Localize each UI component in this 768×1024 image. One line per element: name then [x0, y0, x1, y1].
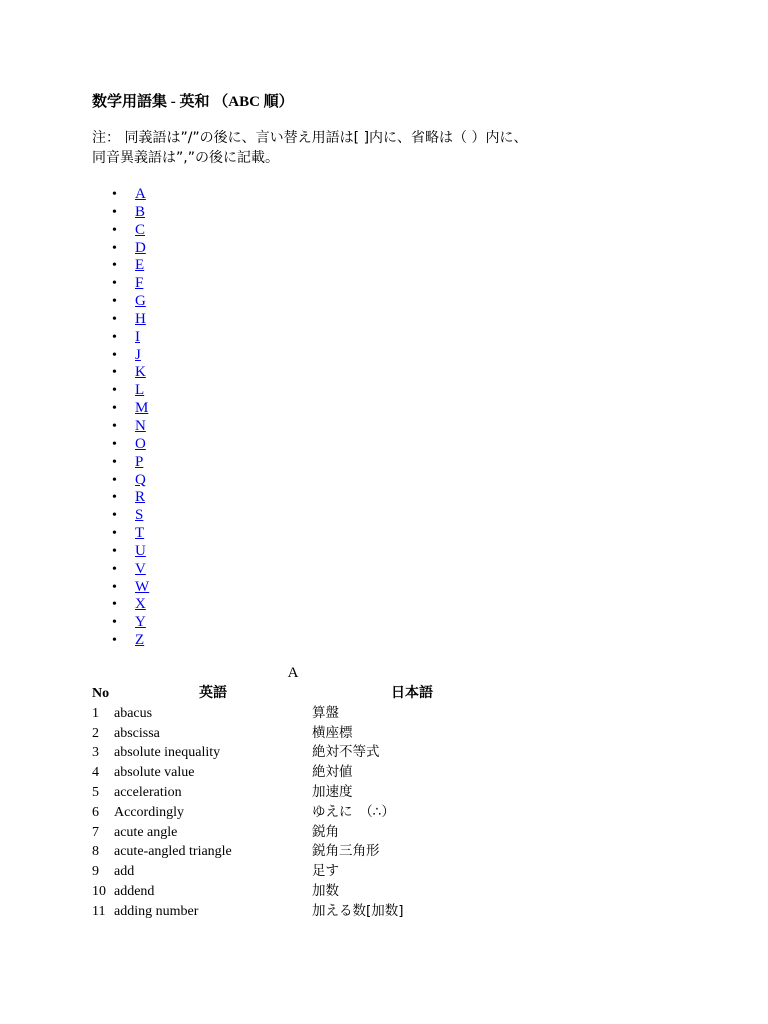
- alphabet-link-q[interactable]: Q: [135, 471, 146, 488]
- alphabet-index-item: [92, 579, 692, 597]
- document-page: [92, 92, 692, 922]
- table-row: [92, 724, 512, 744]
- term-english: addend: [114, 883, 155, 899]
- term-japanese: 加数: [312, 882, 339, 899]
- alphabet-index-item: [92, 525, 692, 543]
- term-number: 1: [92, 705, 99, 721]
- bullet-icon: •: [112, 187, 117, 202]
- bullet-icon: •: [112, 365, 117, 381]
- term-japanese: 算盤: [312, 704, 339, 721]
- bullet-icon: •: [112, 454, 117, 470]
- bullet-icon: •: [112, 543, 117, 559]
- alphabet-link-i[interactable]: I: [135, 328, 140, 345]
- alphabet-index-item: [92, 436, 692, 454]
- alphabet-index-item: [92, 632, 692, 650]
- table-row: [92, 842, 512, 862]
- note-paragraph: [92, 128, 692, 168]
- alphabet-index-item: [92, 507, 692, 525]
- term-japanese: 横座標: [312, 724, 353, 741]
- term-japanese: 絶対不等式: [312, 744, 380, 761]
- alphabet-index-item: [92, 222, 692, 240]
- alphabet-index-item: [92, 257, 692, 275]
- term-english: absolute inequality: [114, 745, 221, 761]
- table-row: [92, 823, 512, 843]
- term-english: adding number: [114, 903, 199, 919]
- term-english: abacus: [114, 705, 153, 721]
- alphabet-index-item: [92, 382, 692, 400]
- term-number: 2: [92, 725, 99, 741]
- alphabet-index-item: [92, 596, 692, 614]
- term-number: 4: [92, 765, 99, 781]
- alphabet-index-item: [92, 472, 692, 490]
- term-number: 11: [92, 903, 106, 919]
- alphabet-index-item: [92, 614, 692, 632]
- table-row: [92, 862, 512, 882]
- alphabet-link-g[interactable]: G: [135, 293, 146, 310]
- term-japanese: 加える数[加数]: [312, 902, 404, 919]
- alphabet-index-item: [92, 311, 692, 329]
- alphabet-link-x[interactable]: X: [135, 596, 146, 613]
- bullet-icon: •: [112, 561, 117, 577]
- table-row: [92, 803, 512, 823]
- bullet-icon: •: [112, 472, 117, 488]
- alphabet-index-item: [92, 293, 692, 311]
- alphabet-link-m[interactable]: M: [135, 400, 149, 417]
- term-number: 9: [92, 864, 99, 880]
- alphabet-link-f[interactable]: F: [135, 275, 144, 292]
- term-english: abscissa: [114, 725, 160, 741]
- term-japanese: 絶対値: [312, 764, 353, 781]
- alphabet-link-n[interactable]: N: [135, 417, 146, 434]
- alphabet-link-r[interactable]: R: [135, 489, 146, 506]
- bullet-icon: •: [112, 240, 117, 256]
- alphabet-index-list: [92, 186, 692, 650]
- alphabet-link-j[interactable]: J: [135, 346, 141, 363]
- alphabet-index-item: [92, 329, 692, 347]
- term-japanese: 鋭角: [312, 823, 339, 840]
- term-japanese: ゆえに （∴）: [312, 803, 395, 820]
- term-english: Accordingly: [114, 804, 184, 820]
- term-english: acute-angled triangle: [114, 844, 232, 860]
- note-line: 注： 同義語は”/”の後に、言い替え用語は[ ]内に、省略は（ ）内に、: [92, 130, 528, 146]
- alphabet-link-h[interactable]: H: [135, 310, 146, 327]
- alphabet-link-v[interactable]: V: [135, 560, 146, 577]
- bullet-icon: •: [112, 204, 117, 220]
- bullet-icon: •: [112, 294, 117, 310]
- alphabet-link-s[interactable]: S: [135, 507, 144, 524]
- term-english: acceleration: [114, 784, 182, 800]
- alphabet-link-d[interactable]: D: [135, 239, 146, 256]
- column-header-english: 英語: [199, 684, 227, 701]
- alphabet-link-a[interactable]: A: [135, 186, 146, 202]
- term-number: 5: [92, 784, 99, 800]
- column-header-no: No: [92, 685, 110, 701]
- bullet-icon: •: [112, 401, 117, 417]
- alphabet-link-u[interactable]: U: [135, 542, 146, 559]
- table-row: [92, 783, 512, 803]
- bullet-icon: •: [112, 347, 117, 363]
- term-english: add: [114, 864, 135, 880]
- alphabet-link-p[interactable]: P: [135, 453, 144, 470]
- alphabet-link-l[interactable]: L: [135, 382, 145, 399]
- table-header-row: [92, 684, 512, 704]
- alphabet-index-item: [92, 454, 692, 472]
- alphabet-link-b[interactable]: B: [135, 203, 146, 220]
- table-row: [92, 743, 512, 763]
- alphabet-link-z[interactable]: Z: [135, 632, 145, 649]
- alphabet-index-item: [92, 275, 692, 293]
- term-number: 3: [92, 745, 99, 761]
- alphabet-index-item: [92, 489, 692, 507]
- term-japanese: 加速度: [312, 783, 353, 800]
- alphabet-index-item: [92, 561, 692, 579]
- alphabet-index-item: [92, 347, 692, 365]
- table-row: [92, 882, 512, 902]
- alphabet-index-item: [92, 204, 692, 222]
- bullet-icon: •: [112, 383, 117, 399]
- bullet-icon: •: [112, 329, 117, 345]
- bullet-icon: •: [112, 526, 117, 542]
- bullet-icon: •: [112, 311, 117, 327]
- alphabet-index-item: [92, 400, 692, 418]
- page-title: 数学用語集 - 英和 （ABC 順）: [92, 94, 294, 110]
- alphabet-link-w[interactable]: W: [135, 578, 150, 595]
- term-number: 7: [92, 824, 99, 840]
- bullet-icon: •: [112, 579, 117, 595]
- column-header-japanese: 日本語: [391, 684, 433, 701]
- term-japanese: 足す: [312, 863, 339, 880]
- term-number: 10: [92, 883, 106, 899]
- terms-table-body: [92, 704, 512, 922]
- alphabet-link-c[interactable]: C: [135, 221, 146, 238]
- term-english: absolute value: [114, 765, 195, 781]
- alphabet-index-item: [92, 364, 692, 382]
- note-line: 同音異義語は”,”の後に記載。: [92, 150, 279, 166]
- table-row: [92, 902, 512, 922]
- alphabet-link-e[interactable]: E: [135, 257, 145, 274]
- bullet-icon: •: [112, 436, 117, 452]
- term-english: acute angle: [114, 824, 178, 840]
- bullet-icon: •: [112, 276, 117, 292]
- bullet-icon: •: [112, 597, 117, 613]
- section-heading: A: [287, 664, 299, 681]
- table-row: [92, 704, 512, 724]
- term-japanese: 鋭角三角形: [312, 843, 380, 860]
- alphabet-index-item: [92, 418, 692, 436]
- terms-table: [92, 684, 512, 922]
- bullet-icon: •: [112, 418, 117, 434]
- alphabet-link-y[interactable]: Y: [135, 614, 146, 631]
- alphabet-link-o[interactable]: O: [135, 435, 146, 452]
- bullet-icon: •: [112, 508, 117, 524]
- bullet-icon: •: [112, 258, 117, 274]
- alphabet-link-t[interactable]: T: [135, 525, 145, 542]
- bullet-icon: •: [112, 615, 117, 631]
- bullet-icon: •: [112, 222, 117, 238]
- term-number: 8: [92, 844, 99, 860]
- alphabet-index-item: [92, 543, 692, 561]
- bullet-icon: •: [112, 490, 117, 506]
- alphabet-index-item: [92, 186, 692, 204]
- bullet-icon: •: [112, 633, 117, 649]
- term-number: 6: [92, 804, 99, 820]
- alphabet-index-item: [92, 240, 692, 258]
- alphabet-link-k[interactable]: K: [135, 364, 146, 381]
- table-row: [92, 763, 512, 783]
